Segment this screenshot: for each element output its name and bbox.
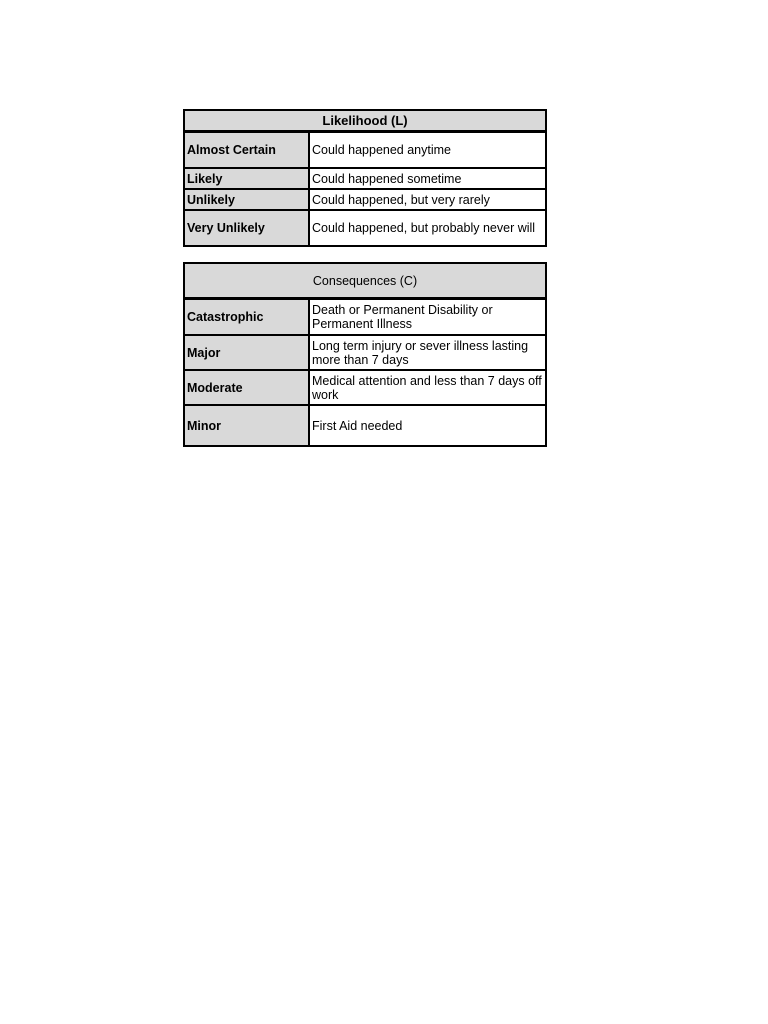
consequences-term-moderate: Moderate — [184, 370, 309, 405]
table-row — [184, 405, 546, 446]
likelihood-title: Likelihood (L) — [184, 110, 546, 132]
consequences-desc-catastrophic: Death or Permanent Disability or Permanent Illness — [309, 299, 546, 336]
consequences-desc-moderate: Medical attention and less than 7 days off work — [309, 370, 546, 405]
table-row — [184, 168, 546, 189]
likelihood-desc-very-unlikely: Could happened, but probably never will — [309, 210, 546, 246]
table-row — [184, 299, 546, 336]
consequences-desc-major: Long term injury or sever illness lasting more than 7 days — [309, 335, 546, 370]
table-row — [184, 370, 546, 405]
likelihood-term-very-unlikely: Very Unlikely — [184, 210, 309, 246]
likelihood-table — [183, 109, 547, 247]
likelihood-desc-unlikely: Could happened, but very rarely — [309, 189, 546, 210]
consequences-desc-minor: First Aid needed — [309, 405, 546, 446]
consequences-title: Consequences (C) — [184, 263, 546, 299]
likelihood-term-unlikely: Unlikely — [184, 189, 309, 210]
likelihood-desc-almost-certain: Could happened anytime — [309, 132, 546, 169]
table-row — [184, 189, 546, 210]
consequences-term-minor: Minor — [184, 405, 309, 446]
consequences-term-major: Major — [184, 335, 309, 370]
likelihood-term-likely: Likely — [184, 168, 309, 189]
table-row — [184, 335, 546, 370]
table-row — [184, 132, 546, 169]
likelihood-desc-likely: Could happened sometime — [309, 168, 546, 189]
consequences-header-row — [184, 263, 546, 299]
consequences-term-catastrophic: Catastrophic — [184, 299, 309, 336]
table-row — [184, 210, 546, 246]
likelihood-term-almost-certain: Almost Certain — [184, 132, 309, 169]
likelihood-header-row — [184, 110, 546, 132]
consequences-table — [183, 262, 547, 447]
